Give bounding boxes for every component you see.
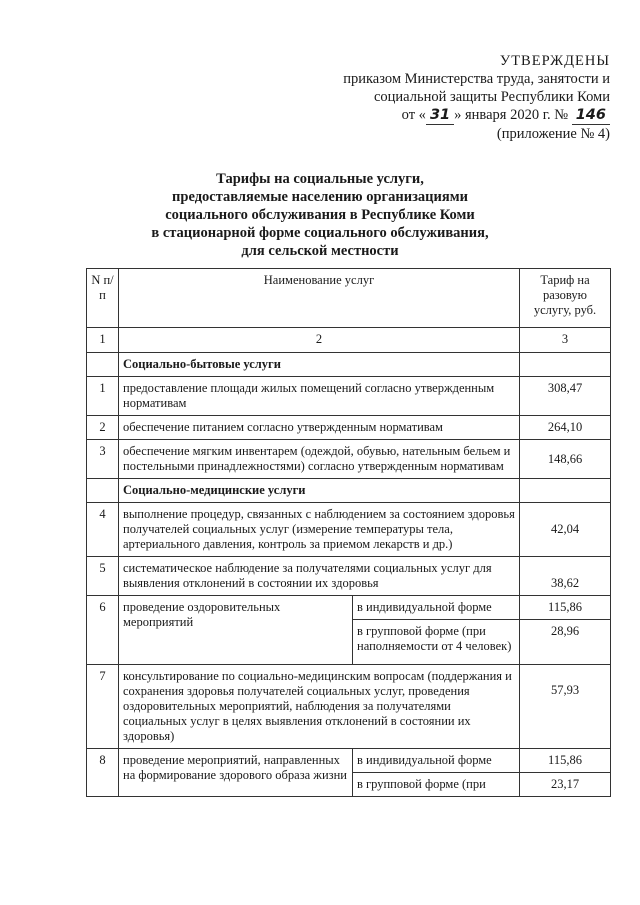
title-line-1: Тарифы на социальные услуги, <box>216 171 424 187</box>
approval-line-2: социальной защиты Республики Коми <box>373 89 610 105</box>
tariffs-table <box>86 268 611 797</box>
date-prefix: от « <box>401 107 426 123</box>
empty-cell <box>520 353 611 377</box>
approval-header: УТВЕРЖДЕНЫ <box>499 53 610 69</box>
row-name: выполнение процедур, связанных с наблюдением за состоянием здоровья получателей социальных услуг (измерение температуры тела, артериального давления, контроль за приемом лекарств и др.) <box>119 503 520 557</box>
empty-cell <box>87 479 119 503</box>
table-row <box>87 557 611 596</box>
header-num: N п/п <box>87 269 119 328</box>
row-subform: в индивидуальной форме <box>353 749 520 773</box>
row-subform: в групповой форме (при <box>353 773 520 797</box>
index-cell: 1 <box>87 328 119 353</box>
row-num: 4 <box>87 503 119 557</box>
title-line-5: для сельской местности <box>241 243 399 259</box>
row-num: 1 <box>87 377 119 416</box>
table-header-row <box>87 269 611 328</box>
row-name: консультирование по социально-медицинским вопросам (поддержания и сохранения здоровья получателей социальных услуг, проведения оздоровительных мероприятий, наблюдения за получателями социальных услуг в целях выявления отклонений в состоянии их здоровья) <box>119 665 520 749</box>
row-name: систематическое наблюдение за получателями социальных услуг для выявления отклонений в состоянии их здоровья <box>119 557 520 596</box>
index-cell: 3 <box>520 328 611 353</box>
table-row <box>87 503 611 557</box>
index-cell: 2 <box>119 328 520 353</box>
approval-block <box>280 52 610 143</box>
title-line-4: в стационарной форме социального обслуживания, <box>151 225 489 241</box>
row-price: 115,86 <box>520 749 611 773</box>
row-name: предоставление площади жилых помещений согласно утвержденным нормативам <box>119 377 520 416</box>
row-price: 57,93 <box>520 665 611 749</box>
title-line-3: социального обслуживания в Республике Коми <box>165 207 475 223</box>
document-title <box>100 170 540 260</box>
date-mid: » января 2020 г. № <box>454 107 569 123</box>
header-price: Тариф на разовую услугу, руб. <box>520 269 611 328</box>
table-row <box>87 596 611 620</box>
row-name: проведение мероприятий, направленных на формирование здорового образа жизни <box>119 749 353 797</box>
row-price: 23,17 <box>520 773 611 797</box>
row-name: обеспечение питанием согласно утвержденным нормативам <box>119 416 520 440</box>
row-num: 3 <box>87 440 119 479</box>
table-row <box>87 665 611 749</box>
handwritten-day: 31 <box>426 106 454 125</box>
row-num: 5 <box>87 557 119 596</box>
handwritten-number: 146 <box>572 106 610 125</box>
row-subform: в групповой форме (при наполняемости от 4 человек) <box>353 620 520 665</box>
row-price: 308,47 <box>520 377 611 416</box>
table-row <box>87 749 611 773</box>
row-num: 8 <box>87 749 119 797</box>
row-num: 6 <box>87 596 119 665</box>
empty-cell <box>520 479 611 503</box>
table-row <box>87 440 611 479</box>
section-title: Социально-бытовые услуги <box>119 353 520 377</box>
row-price: 42,04 <box>520 503 611 557</box>
table-index-row <box>87 328 611 353</box>
row-price: 264,10 <box>520 416 611 440</box>
row-num: 2 <box>87 416 119 440</box>
row-price: 115,86 <box>520 596 611 620</box>
appendix-note: (приложение № 4) <box>496 126 610 142</box>
row-num: 7 <box>87 665 119 749</box>
section-title: Социально-медицинские услуги <box>119 479 520 503</box>
row-name: обеспечение мягким инвентарем (одеждой, обувью, нательным бельем и постельными принадлежностями) согласно утвержденным нормативам <box>119 440 520 479</box>
empty-cell <box>87 353 119 377</box>
approval-date <box>280 106 610 125</box>
approval-line-1: приказом Министерства труда, занятости и <box>343 71 610 87</box>
row-name: проведение оздоровительных мероприятий <box>119 596 353 665</box>
table-row <box>87 377 611 416</box>
section-row <box>87 479 611 503</box>
row-price: 28,96 <box>520 620 611 665</box>
table-row <box>87 416 611 440</box>
row-price: 38,62 <box>520 557 611 596</box>
section-row <box>87 353 611 377</box>
row-subform: в индивидуальной форме <box>353 596 520 620</box>
title-line-2: предоставляемые населению организациями <box>172 189 468 205</box>
header-name: Наименование услуг <box>119 269 520 328</box>
row-price: 148,66 <box>520 440 611 479</box>
